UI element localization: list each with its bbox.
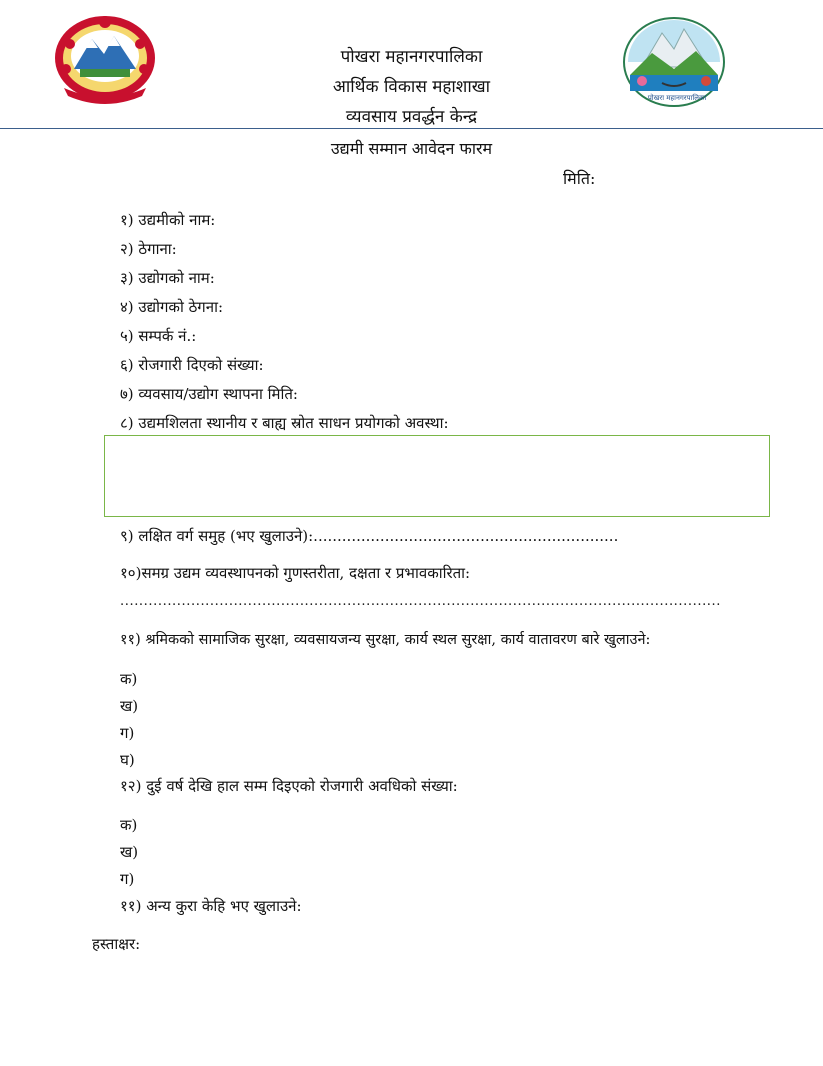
form-item-10: १०)समग्र उद्यम व्यवस्थापनको गुणस्तरीता, दक्षता र प्रभावकारिता: xyxy=(120,564,471,582)
form-item-12: १२) दुई वर्ष देखि हाल सम्म दिइएको रोजगारी अवधिको संख्या: xyxy=(120,777,458,795)
form-item-2: २) ठेगाना: xyxy=(120,240,177,258)
date-label: मिति: xyxy=(563,169,596,188)
office-name: पोखरा महानगरपालिका xyxy=(340,47,483,67)
item-12-sub-ka: क) xyxy=(120,816,138,834)
signature-label: हस्ताक्षर: xyxy=(92,935,141,953)
item-11-sub-ka: क) xyxy=(120,670,138,688)
item-12-sub-ga: ग) xyxy=(120,870,135,888)
form-item-4: ४) उद्योगको ठेगना: xyxy=(120,298,224,316)
item-11-sub-kha: ख) xyxy=(120,697,139,715)
form-item-6: ६) रोजगारी दिएको संख्या: xyxy=(120,356,264,374)
form-item-8: ८) उद्यमशिलता स्थानीय र बाह्य स्रोत साधन प्रयोगको अवस्था: xyxy=(120,414,449,432)
item-11-sub-gha: घ) xyxy=(120,751,135,769)
form-title: उद्यमी सम्मान आवेदन फारम xyxy=(330,139,493,158)
resource-usage-textbox[interactable] xyxy=(104,435,770,517)
form-item-11: ११) श्रमिकको सामाजिक सुरक्षा, व्यवसायजन्य सुरक्षा, कार्य स्थल सुरक्षा, कार्य वातावरण बारे खुलाउने: xyxy=(120,632,651,648)
form-item-9: ९) लक्षित वर्ग समुह (भए खुलाउने):................................................................ xyxy=(120,527,619,545)
division-name: आर्थिक विकास महाशाखा xyxy=(332,77,491,97)
form-item-5: ५) सम्पर्क नं.: xyxy=(120,327,197,345)
header-divider xyxy=(0,128,823,129)
center-name: व्यवसाय प्रवर्द्धन केन्द्र xyxy=(345,107,478,127)
item-11-sub-ga: ग) xyxy=(120,724,135,742)
form-item-10-answer-line: ............................................................................................................................... xyxy=(120,594,722,609)
form-item-7: ७) व्यवसाय/उद्योग स्थापना मिति: xyxy=(120,385,298,403)
item-12-sub-kha: ख) xyxy=(120,843,139,861)
right-logo-text: पोखरा महानगरपालिका xyxy=(647,94,707,102)
form-item-1: १) उद्यमीको नाम: xyxy=(120,211,216,229)
form-item-13: ११) अन्य कुरा केहि भए खुलाउने: xyxy=(120,897,302,915)
form-item-3: ३) उद्योगको नाम: xyxy=(120,269,215,287)
